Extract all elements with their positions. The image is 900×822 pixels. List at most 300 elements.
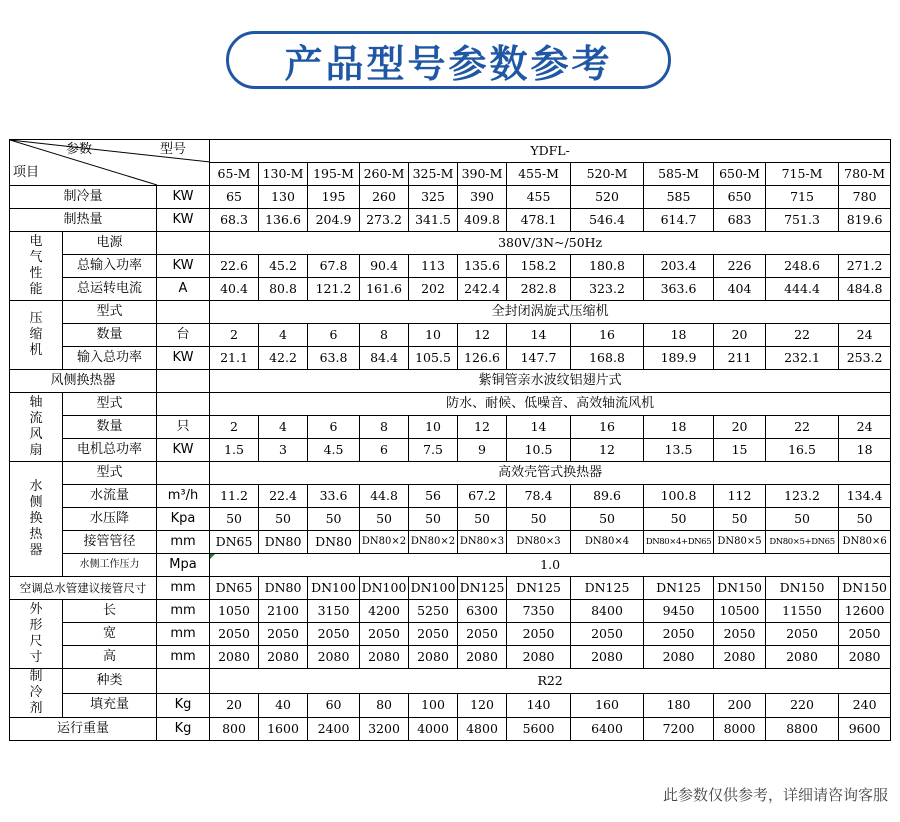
value-cell: 260 bbox=[360, 186, 409, 209]
value-cell: 363.6 bbox=[644, 278, 714, 301]
value-cell: 50 bbox=[409, 508, 458, 531]
water_heat_exchanger-flow-unit: m³/h bbox=[157, 485, 210, 508]
value-cell: 24 bbox=[839, 416, 891, 439]
value-cell: 63.8 bbox=[308, 347, 360, 370]
value-cell: 226 bbox=[714, 255, 766, 278]
row-water_heat_exchanger-type bbox=[10, 462, 891, 485]
refrigerant-charge-unit: Kg bbox=[157, 693, 210, 718]
dimensions-width-unit: mm bbox=[157, 623, 210, 646]
value-cell: 4 bbox=[259, 416, 308, 439]
value-cell: 455 bbox=[507, 186, 571, 209]
value-cell: 2050 bbox=[409, 623, 458, 646]
value-cell: 5600 bbox=[507, 718, 571, 741]
value-cell: 22.6 bbox=[210, 255, 259, 278]
value-cell: 40.4 bbox=[210, 278, 259, 301]
header-row bbox=[10, 140, 891, 163]
compressor-type-label: 型式 bbox=[63, 301, 157, 324]
value-cell: 80.8 bbox=[259, 278, 308, 301]
value-cell: 271.2 bbox=[839, 255, 891, 278]
value-cell: 4000 bbox=[409, 718, 458, 741]
row-dimensions-width bbox=[10, 623, 891, 646]
dimensions-height-unit: mm bbox=[157, 646, 210, 669]
page-title: 产品型号参数参考 bbox=[284, 41, 613, 86]
row-cooling bbox=[10, 186, 891, 209]
value-cell: 202 bbox=[409, 278, 458, 301]
air-heat-exchanger-label: 风侧换热器 bbox=[10, 370, 157, 393]
value-cell: 158.2 bbox=[507, 255, 571, 278]
operating_weight-label: 运行重量 bbox=[10, 718, 157, 741]
value-cell: DN80×5 bbox=[714, 531, 766, 554]
value-cell: 240 bbox=[839, 693, 891, 718]
value-cell: DN125 bbox=[644, 577, 714, 600]
fan-quantity-unit: 只 bbox=[157, 416, 210, 439]
value-cell: 168.8 bbox=[571, 347, 644, 370]
value-cell: 12600 bbox=[839, 600, 891, 623]
cooling-unit: KW bbox=[157, 186, 210, 209]
electrical-total_current-label: 总运转电流 bbox=[63, 278, 157, 301]
series-cell: YDFL- bbox=[210, 140, 891, 163]
value-cell: 1600 bbox=[259, 718, 308, 741]
row-water_heat_exchanger-pressure_drop bbox=[10, 508, 891, 531]
value-cell: 6300 bbox=[458, 600, 507, 623]
value-cell: 89.6 bbox=[571, 485, 644, 508]
value-cell: DN80 bbox=[259, 577, 308, 600]
model-cell: 780-M bbox=[839, 163, 891, 186]
fan-type-label: 型式 bbox=[63, 393, 157, 416]
value-cell: 8000 bbox=[714, 718, 766, 741]
value-cell: 2400 bbox=[308, 718, 360, 741]
refrigerant-kind-label: 种类 bbox=[63, 669, 157, 694]
model-cell: 260-M bbox=[360, 163, 409, 186]
value-cell: 2 bbox=[210, 324, 259, 347]
spec-table bbox=[9, 139, 891, 741]
value-cell: 189.9 bbox=[644, 347, 714, 370]
row-dimensions-length bbox=[10, 600, 891, 623]
model-cell: 585-M bbox=[644, 163, 714, 186]
refrigerant-kind-value: R22 bbox=[210, 669, 891, 694]
refrigerant-category: 制 冷 剂 bbox=[10, 669, 63, 718]
value-cell: 100.8 bbox=[644, 485, 714, 508]
value-cell: 134.4 bbox=[839, 485, 891, 508]
water_heat_exchanger-pressure_drop-label: 水压降 bbox=[63, 508, 157, 531]
electrical-power_supply-unit bbox=[157, 232, 210, 255]
value-cell: DN80×4+DN65 bbox=[644, 531, 714, 554]
value-cell: 21.1 bbox=[210, 347, 259, 370]
electrical-total_current-unit: A bbox=[157, 278, 210, 301]
footnote: 此参数仅供参考，详细请咨询客服 bbox=[662, 786, 888, 804]
value-cell: DN125 bbox=[571, 577, 644, 600]
row-refrigerant-kind bbox=[10, 669, 891, 694]
value-cell: 42.2 bbox=[259, 347, 308, 370]
model-cell: 195-M bbox=[308, 163, 360, 186]
value-cell: 50 bbox=[766, 508, 839, 531]
value-cell: 195 bbox=[308, 186, 360, 209]
value-cell: 16.5 bbox=[766, 439, 839, 462]
value-cell: 22 bbox=[766, 324, 839, 347]
value-cell: 100 bbox=[409, 693, 458, 718]
value-cell: 7350 bbox=[507, 600, 571, 623]
value-cell: 484.8 bbox=[839, 278, 891, 301]
row-compressor-type bbox=[10, 301, 891, 324]
value-cell: 50 bbox=[458, 508, 507, 531]
value-cell: 2050 bbox=[210, 623, 259, 646]
value-cell: 203.4 bbox=[644, 255, 714, 278]
air-heat-exchanger-value: 紫铜管亲水波纹铝翅片式 bbox=[210, 370, 891, 393]
value-cell: 2050 bbox=[507, 623, 571, 646]
air-heat-exchanger-unit bbox=[157, 370, 210, 393]
value-cell: 123.2 bbox=[766, 485, 839, 508]
value-cell: 6 bbox=[308, 416, 360, 439]
value-cell: 325 bbox=[409, 186, 458, 209]
value-cell: 478.1 bbox=[507, 209, 571, 232]
value-cell: 546.4 bbox=[571, 209, 644, 232]
value-cell: 409.8 bbox=[458, 209, 507, 232]
value-cell: 220 bbox=[766, 693, 839, 718]
value-cell: DN125 bbox=[507, 577, 571, 600]
heating-unit: KW bbox=[157, 209, 210, 232]
value-cell: 2050 bbox=[714, 623, 766, 646]
value-cell: 2050 bbox=[308, 623, 360, 646]
value-cell: DN100 bbox=[308, 577, 360, 600]
value-cell: 520 bbox=[571, 186, 644, 209]
row-compressor-quantity bbox=[10, 324, 891, 347]
electrical-power_supply-value: 380V/3N~/50Hz bbox=[210, 232, 891, 255]
value-cell: DN65 bbox=[210, 531, 259, 554]
value-cell: 7200 bbox=[644, 718, 714, 741]
value-cell: 800 bbox=[210, 718, 259, 741]
water_heat_exchanger-type-label: 型式 bbox=[63, 462, 157, 485]
fan-motor_power-unit: KW bbox=[157, 439, 210, 462]
value-cell: 1050 bbox=[210, 600, 259, 623]
value-cell: 9600 bbox=[839, 718, 891, 741]
value-cell: 9 bbox=[458, 439, 507, 462]
row-electrical-total_input_power bbox=[10, 255, 891, 278]
model-cell: 520-M bbox=[571, 163, 644, 186]
value-cell: 18 bbox=[644, 324, 714, 347]
value-cell: 12 bbox=[458, 416, 507, 439]
value-cell: 16 bbox=[571, 416, 644, 439]
value-cell: DN100 bbox=[360, 577, 409, 600]
compressor-quantity-label: 数量 bbox=[63, 324, 157, 347]
value-cell: 390 bbox=[458, 186, 507, 209]
value-cell: 50 bbox=[571, 508, 644, 531]
value-cell: 3200 bbox=[360, 718, 409, 741]
value-cell: 211 bbox=[714, 347, 766, 370]
water_heat_exchanger-flow-label: 水流量 bbox=[63, 485, 157, 508]
electrical-total_input_power-label: 总输入功率 bbox=[63, 255, 157, 278]
value-cell: DN150 bbox=[714, 577, 766, 600]
value-cell: 2050 bbox=[766, 623, 839, 646]
value-cell: 50 bbox=[210, 508, 259, 531]
value-cell: 2080 bbox=[259, 646, 308, 669]
refrigerant-charge-label: 填充量 bbox=[63, 693, 157, 718]
value-cell: 2050 bbox=[839, 623, 891, 646]
value-cell: 160 bbox=[571, 693, 644, 718]
value-cell: 67.2 bbox=[458, 485, 507, 508]
value-cell: 780 bbox=[839, 186, 891, 209]
row-electrical-total_current bbox=[10, 278, 891, 301]
fan-type-value: 防水、耐候、低噪音、高效轴流风机 bbox=[210, 393, 891, 416]
value-cell: 105.5 bbox=[409, 347, 458, 370]
value-cell: 14 bbox=[507, 324, 571, 347]
row-water_heat_exchanger-flow bbox=[10, 485, 891, 508]
value-cell: 715 bbox=[766, 186, 839, 209]
value-cell: 50 bbox=[507, 508, 571, 531]
row-water-working-pressure bbox=[10, 554, 891, 577]
value-cell: 180 bbox=[644, 693, 714, 718]
value-cell: 2080 bbox=[409, 646, 458, 669]
value-cell: 404 bbox=[714, 278, 766, 301]
value-cell: 2100 bbox=[259, 600, 308, 623]
value-cell: 14 bbox=[507, 416, 571, 439]
value-cell: DN150 bbox=[766, 577, 839, 600]
value-cell: DN80×3 bbox=[458, 531, 507, 554]
value-cell: 147.7 bbox=[507, 347, 571, 370]
working-pressure-label: 水侧工作压力 bbox=[63, 554, 157, 577]
value-cell: 16 bbox=[571, 324, 644, 347]
value-cell: 2080 bbox=[571, 646, 644, 669]
value-cell: 273.2 bbox=[360, 209, 409, 232]
fan-quantity-label: 数量 bbox=[63, 416, 157, 439]
compressor-input_power-unit: KW bbox=[157, 347, 210, 370]
compressor-input_power-label: 输入总功率 bbox=[63, 347, 157, 370]
row-dimensions-height bbox=[10, 646, 891, 669]
value-cell: DN80 bbox=[308, 531, 360, 554]
value-cell: 136.6 bbox=[259, 209, 308, 232]
value-cell: 1.5 bbox=[210, 439, 259, 462]
value-cell: 650 bbox=[714, 186, 766, 209]
value-cell: 60 bbox=[308, 693, 360, 718]
value-cell: DN100 bbox=[409, 577, 458, 600]
water_heat_exchanger-pipe_diameter-label: 接管管径 bbox=[63, 531, 157, 554]
value-cell: 200 bbox=[714, 693, 766, 718]
dimensions-length-unit: mm bbox=[157, 600, 210, 623]
value-cell: 50 bbox=[308, 508, 360, 531]
value-cell: 120 bbox=[458, 693, 507, 718]
value-cell: 11550 bbox=[766, 600, 839, 623]
electrical-power_supply-label: 电源 bbox=[63, 232, 157, 255]
value-cell: 84.4 bbox=[360, 347, 409, 370]
value-cell: DN80 bbox=[259, 531, 308, 554]
value-cell: 2080 bbox=[360, 646, 409, 669]
value-cell: 2080 bbox=[507, 646, 571, 669]
value-cell: 2 bbox=[210, 416, 259, 439]
working-pressure-unit: Mpa bbox=[157, 554, 210, 577]
ac-pipe-size-unit: mm bbox=[157, 577, 210, 600]
value-cell: DN80×6 bbox=[839, 531, 891, 554]
value-cell: 40 bbox=[259, 693, 308, 718]
model-cell: 325-M bbox=[409, 163, 458, 186]
value-cell: DN80×2 bbox=[360, 531, 409, 554]
value-cell: 204.9 bbox=[308, 209, 360, 232]
row-fan-type bbox=[10, 393, 891, 416]
value-cell: 90.4 bbox=[360, 255, 409, 278]
value-cell: 5250 bbox=[409, 600, 458, 623]
value-cell: 135.6 bbox=[458, 255, 507, 278]
value-cell: DN80×4 bbox=[571, 531, 644, 554]
value-cell: 2050 bbox=[571, 623, 644, 646]
model-cell: 715-M bbox=[766, 163, 839, 186]
water_heat_exchanger-type-value: 高效壳管式换热器 bbox=[210, 462, 891, 485]
value-cell: 2080 bbox=[766, 646, 839, 669]
value-cell: 7.5 bbox=[409, 439, 458, 462]
value-cell: DN65 bbox=[210, 577, 259, 600]
value-cell: 2080 bbox=[210, 646, 259, 669]
value-cell: 113 bbox=[409, 255, 458, 278]
model-label: 型号 bbox=[160, 142, 187, 157]
value-cell: 20 bbox=[714, 324, 766, 347]
value-cell: 10500 bbox=[714, 600, 766, 623]
value-cell: 3150 bbox=[308, 600, 360, 623]
value-cell: 50 bbox=[259, 508, 308, 531]
row-compressor-input_power bbox=[10, 347, 891, 370]
compressor-category: 压 缩 机 bbox=[10, 301, 63, 370]
water_heat_exchanger-pressure_drop-unit: Kpa bbox=[157, 508, 210, 531]
value-cell: 232.1 bbox=[766, 347, 839, 370]
dimensions-length-label: 长 bbox=[63, 600, 157, 623]
value-cell: 10 bbox=[409, 416, 458, 439]
row-electrical-power_supply bbox=[10, 232, 891, 255]
value-cell: 50 bbox=[360, 508, 409, 531]
dimensions-height-label: 高 bbox=[63, 646, 157, 669]
value-cell: 20 bbox=[210, 693, 259, 718]
row-air-heat-exchanger bbox=[10, 370, 891, 393]
value-cell: 65 bbox=[210, 186, 259, 209]
value-cell: 126.6 bbox=[458, 347, 507, 370]
working-pressure-value: 1.0 bbox=[210, 554, 891, 577]
value-cell: 67.8 bbox=[308, 255, 360, 278]
value-cell: 15 bbox=[714, 439, 766, 462]
value-cell: DN80×5+DN65 bbox=[766, 531, 839, 554]
value-cell: 20 bbox=[714, 416, 766, 439]
header-corner-cell bbox=[10, 140, 210, 186]
model-cell: 455-M bbox=[507, 163, 571, 186]
value-cell: 78.4 bbox=[507, 485, 571, 508]
electrical-category: 电 气 性 能 bbox=[10, 232, 63, 301]
refrigerant-kind-unit bbox=[157, 669, 210, 694]
value-cell: 614.7 bbox=[644, 209, 714, 232]
ac-pipe-size-label: 空调总水管建议接管尺寸 bbox=[10, 577, 157, 600]
item-label: 项目 bbox=[13, 165, 40, 180]
value-cell: 253.2 bbox=[839, 347, 891, 370]
model-cell: 130-M bbox=[259, 163, 308, 186]
value-cell: 112 bbox=[714, 485, 766, 508]
electrical-total_input_power-unit: KW bbox=[157, 255, 210, 278]
operating_weight-unit: Kg bbox=[157, 718, 210, 741]
value-cell: 2050 bbox=[458, 623, 507, 646]
value-cell: 130 bbox=[259, 186, 308, 209]
value-cell: 80 bbox=[360, 693, 409, 718]
param-label: 参数 bbox=[66, 142, 93, 157]
value-cell: 2050 bbox=[644, 623, 714, 646]
value-cell: DN125 bbox=[458, 577, 507, 600]
value-cell: 180.8 bbox=[571, 255, 644, 278]
value-cell: 22.4 bbox=[259, 485, 308, 508]
value-cell: 585 bbox=[644, 186, 714, 209]
value-cell: 68.3 bbox=[210, 209, 259, 232]
model-cell: 390-M bbox=[458, 163, 507, 186]
value-cell: 242.4 bbox=[458, 278, 507, 301]
value-cell: DN150 bbox=[839, 577, 891, 600]
value-cell: DN80×2 bbox=[409, 531, 458, 554]
value-cell: 282.8 bbox=[507, 278, 571, 301]
heating-label: 制热量 bbox=[10, 209, 157, 232]
water_heat_exchanger-category: 水 侧 换 热 器 bbox=[10, 462, 63, 577]
water_heat_exchanger-type-unit bbox=[157, 462, 210, 485]
row-fan-quantity bbox=[10, 416, 891, 439]
value-cell: 18 bbox=[644, 416, 714, 439]
value-cell: 2080 bbox=[308, 646, 360, 669]
value-cell: 341.5 bbox=[409, 209, 458, 232]
value-cell: 6 bbox=[360, 439, 409, 462]
row-ac-pipe-size bbox=[10, 577, 891, 600]
water_heat_exchanger-pipe_diameter-unit: mm bbox=[157, 531, 210, 554]
value-cell: DN80×3 bbox=[507, 531, 571, 554]
value-cell: 56 bbox=[409, 485, 458, 508]
value-cell: 2080 bbox=[644, 646, 714, 669]
title-banner bbox=[226, 31, 671, 89]
value-cell: 4800 bbox=[458, 718, 507, 741]
value-cell: 161.6 bbox=[360, 278, 409, 301]
value-cell: 4200 bbox=[360, 600, 409, 623]
compressor-type-value: 全封闭涡旋式压缩机 bbox=[210, 301, 891, 324]
value-cell: 2050 bbox=[259, 623, 308, 646]
row-heating bbox=[10, 209, 891, 232]
row-operating_weight bbox=[10, 718, 891, 741]
value-cell: 2080 bbox=[458, 646, 507, 669]
value-cell: 50 bbox=[839, 508, 891, 531]
value-cell: 444.4 bbox=[766, 278, 839, 301]
row-water_heat_exchanger-pipe_diameter bbox=[10, 531, 891, 554]
dimensions-category: 外 形 尺 寸 bbox=[10, 600, 63, 669]
row-refrigerant-charge bbox=[10, 693, 891, 718]
value-cell: 4 bbox=[259, 324, 308, 347]
value-cell: 8800 bbox=[766, 718, 839, 741]
value-cell: 10 bbox=[409, 324, 458, 347]
value-cell: 45.2 bbox=[259, 255, 308, 278]
compressor-quantity-unit: 台 bbox=[157, 324, 210, 347]
value-cell: 8400 bbox=[571, 600, 644, 623]
value-cell: 6400 bbox=[571, 718, 644, 741]
value-cell: 12 bbox=[571, 439, 644, 462]
value-cell: 44.8 bbox=[360, 485, 409, 508]
value-cell: 140 bbox=[507, 693, 571, 718]
model-cell: 650-M bbox=[714, 163, 766, 186]
value-cell: 8 bbox=[360, 324, 409, 347]
value-cell: 2080 bbox=[839, 646, 891, 669]
value-cell: 10.5 bbox=[507, 439, 571, 462]
value-cell: 9450 bbox=[644, 600, 714, 623]
value-cell: 24 bbox=[839, 324, 891, 347]
value-cell: 819.6 bbox=[839, 209, 891, 232]
value-cell: 12 bbox=[458, 324, 507, 347]
value-cell: 50 bbox=[714, 508, 766, 531]
cooling-label: 制冷量 bbox=[10, 186, 157, 209]
value-cell: 2050 bbox=[360, 623, 409, 646]
value-cell: 4.5 bbox=[308, 439, 360, 462]
value-cell: 6 bbox=[308, 324, 360, 347]
value-cell: 121.2 bbox=[308, 278, 360, 301]
fan-category: 轴 流 风 扇 bbox=[10, 393, 63, 462]
value-cell: 50 bbox=[644, 508, 714, 531]
value-cell: 13.5 bbox=[644, 439, 714, 462]
dimensions-width-label: 宽 bbox=[63, 623, 157, 646]
fan-motor_power-label: 电机总功率 bbox=[63, 439, 157, 462]
fan-type-unit bbox=[157, 393, 210, 416]
value-cell: 323.2 bbox=[571, 278, 644, 301]
value-cell: 248.6 bbox=[766, 255, 839, 278]
value-cell: 683 bbox=[714, 209, 766, 232]
